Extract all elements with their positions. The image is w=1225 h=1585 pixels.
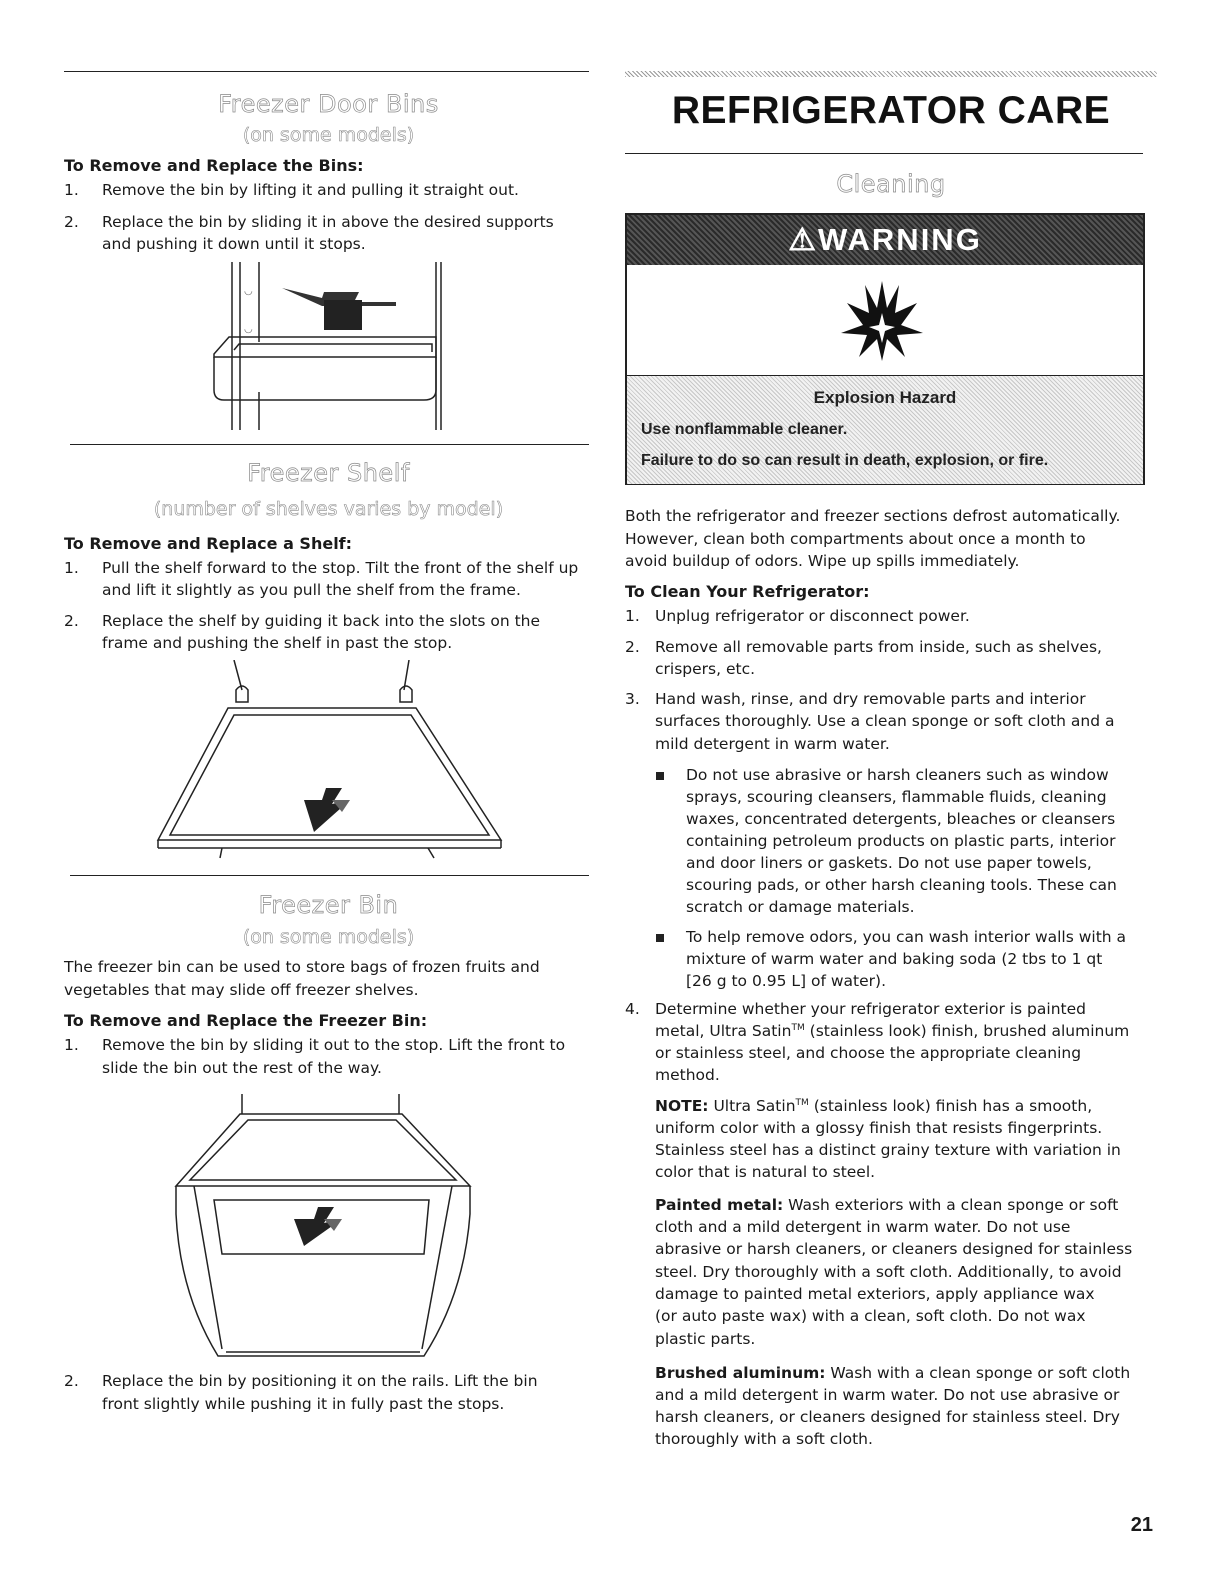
door-bin-illustration: [204, 262, 464, 432]
shelf-subtitle: (number of shelves varies by model): [153, 498, 504, 520]
step-number: 2.: [64, 213, 79, 231]
warning-body: [627, 375, 1143, 484]
shelf-illustration: [154, 660, 514, 865]
brushed-aluminum-text-part: Wash with a clean sponge or soft cloth: [825, 1364, 1131, 1382]
svg-text:◡: ◡: [244, 324, 253, 335]
step-number: 2.: [64, 612, 79, 630]
clean-heading: To Clean Your Refrigerator:: [625, 582, 870, 601]
bullet-text: containing petroleum products on plastic parts, interior: [686, 832, 1116, 850]
step-number: 1.: [64, 559, 79, 577]
bullet-icon: [656, 772, 664, 780]
painted-metal-label: Painted metal:: [655, 1196, 784, 1214]
warning-line: Use nonflammable cleaner.: [641, 421, 848, 438]
warning-word: WARNING: [817, 222, 982, 257]
step-text: or stainless steel, and choose the appropriate cleaning: [655, 1044, 1082, 1062]
brushed-aluminum-text: [655, 1362, 1130, 1385]
shelf-heading: To Remove and Replace a Shelf:: [64, 534, 353, 553]
warning-label: [627, 222, 1143, 258]
shelf-title: Freezer Shelf: [247, 459, 410, 487]
cleaning-intro: avoid buildup of odors. Wipe up spills immediately.: [625, 552, 1020, 570]
cleaning-intro: Both the refrigerator and freezer sections defrost automatically.: [625, 507, 1121, 525]
step-text: method.: [655, 1066, 720, 1084]
bullet-text: scouring pads, or other harsh cleaning tools. These can: [686, 876, 1117, 894]
section-divider: [64, 71, 589, 72]
note-text: Stainless steel has a distinct grainy texture with variation in: [655, 1141, 1121, 1159]
warning-box: [625, 213, 1145, 485]
bullet-text: sprays, scouring cleansers, flammable fluids, cleaning: [686, 788, 1107, 806]
note-text: uniform color with a glossy finish that resists fingerprints.: [655, 1119, 1103, 1137]
note-text-part: (stainless look) finish has a smooth,: [808, 1097, 1093, 1115]
bullet-text: waxes, concentrated detergents, bleaches or cleansers: [686, 810, 1116, 828]
svg-text:◡: ◡: [244, 286, 253, 297]
page-title: REFRIGERATOR CARE: [671, 89, 1111, 132]
door-bins-title: Freezer Door Bins: [218, 90, 439, 118]
step-text: front slightly while pushing it in fully past the stops.: [102, 1395, 505, 1413]
freezer-bin-intro: The freezer bin can be used to store bags of frozen fruits and: [64, 958, 540, 976]
brushed-aluminum-text: harsh cleaners, or cleaners designed for stainless steel. Dry: [655, 1408, 1120, 1426]
step-text: Remove all removable parts from inside, such as shelves,: [655, 638, 1102, 656]
step-number: 3.: [625, 690, 640, 708]
step-text: and lift it slightly as you pull the shelf from the frame.: [102, 581, 521, 599]
warning-line: Failure to do so can result in death, explosion, or fire.: [641, 452, 1049, 469]
step-text: and pushing it down until it stops.: [102, 235, 366, 253]
step-number: 1.: [625, 607, 640, 625]
step-text: Remove the bin by lifting it and pulling it straight out.: [102, 181, 519, 199]
step-text: Hand wash, rinse, and dry removable parts and interior: [655, 690, 1086, 708]
section-divider: [70, 444, 589, 445]
note-text: [655, 1095, 1092, 1118]
painted-metal-text-part: Wash exteriors with a clean sponge or soft: [783, 1196, 1119, 1214]
freezer-bin-title: Freezer Bin: [258, 891, 399, 919]
step-number: 2.: [625, 638, 640, 656]
cleaning-title: Cleaning: [836, 170, 946, 198]
door-bins-heading: To Remove and Replace the Bins:: [64, 156, 364, 175]
step-text: Replace the bin by sliding it in above the desired supports: [102, 213, 554, 231]
warning-triangle-icon: ⚠: [788, 222, 818, 257]
bullet-text: and door liners or gaskets. Do not use paper towels,: [686, 854, 1092, 872]
bullet-text: mixture of warm water and baking soda (2 tbs to 1 qt: [686, 950, 1103, 968]
step-text-part: metal, Ultra Satin: [655, 1022, 792, 1040]
step-text: Pull the shelf forward to the stop. Tilt the front of the shelf up: [102, 559, 579, 577]
painted-metal-text: steel. Dry thoroughly with a soft cloth. Additionally, to avoid: [655, 1263, 1122, 1281]
freezer-bin-subtitle: (on some models): [242, 926, 415, 948]
step-text: Determine whether your refrigerator exterior is painted: [655, 1000, 1086, 1018]
door-bins-subtitle: (on some models): [242, 124, 415, 146]
bullet-text: [26 g to 0.95 L] of water).: [686, 972, 887, 990]
step-text: crispers, etc.: [655, 660, 756, 678]
note-text-part: Ultra Satin: [708, 1097, 796, 1115]
step-number: 1.: [64, 1036, 79, 1054]
warning-header: [627, 215, 1143, 265]
step-number: 1.: [64, 181, 79, 199]
header-rule: [625, 71, 1157, 77]
cleaning-intro: However, clean both compartments about once a month to: [625, 530, 1086, 548]
step-text: slide the bin out the rest of the way.: [102, 1059, 382, 1077]
step-text: Replace the shelf by guiding it back into the slots on the: [102, 612, 541, 630]
step-text: Unplug refrigerator or disconnect power.: [655, 607, 970, 625]
step-text: surfaces thoroughly. Use a clean sponge or soft cloth and a: [655, 712, 1115, 730]
step-number: 2.: [64, 1372, 79, 1390]
freezer-bin-intro: vegetables that may slide off freezer shelves.: [64, 981, 419, 999]
step-text: [655, 1020, 1129, 1043]
trademark: TM: [791, 1022, 805, 1033]
step-number: 4.: [625, 1000, 640, 1018]
step-text-part: (stainless look) finish, brushed aluminum: [804, 1022, 1130, 1040]
section-divider: [625, 153, 1143, 154]
brushed-aluminum-label: Brushed aluminum:: [655, 1364, 826, 1382]
step-text: Replace the bin by positioning it on the rails. Lift the bin: [102, 1372, 538, 1390]
note-text: color that is natural to steel.: [655, 1163, 876, 1181]
section-divider: [70, 875, 589, 876]
painted-metal-text: damage to painted metal exteriors, apply appliance wax: [655, 1285, 1095, 1303]
note-label: NOTE:: [655, 1097, 709, 1115]
painted-metal-text: (or auto paste wax) with a clean, soft cloth. Do not wax: [655, 1307, 1086, 1325]
bullet-icon: [656, 934, 664, 942]
freezer-bin-illustration: [174, 1094, 494, 1364]
bullet-text: scratch or damage materials.: [686, 898, 915, 916]
step-text: Remove the bin by sliding it out to the stop. Lift the front to: [102, 1036, 566, 1054]
bullet-text: Do not use abrasive or harsh cleaners such as window: [686, 766, 1109, 784]
step-text: mild detergent in warm water.: [655, 735, 890, 753]
painted-metal-text: [655, 1194, 1118, 1217]
brushed-aluminum-text: and a mild detergent in warm water. Do not use abrasive or: [655, 1386, 1120, 1404]
painted-metal-text: abrasive or harsh cleaners, or cleaners designed for stainless: [655, 1240, 1133, 1258]
explosion-icon: [837, 273, 927, 363]
trademark: TM: [795, 1097, 809, 1108]
step-text: frame and pushing the shelf in past the stop.: [102, 634, 453, 652]
painted-metal-text: plastic parts.: [655, 1330, 756, 1348]
bullet-text: To help remove odors, you can wash interior walls with a: [686, 928, 1127, 946]
freezer-bin-heading: To Remove and Replace the Freezer Bin:: [64, 1011, 428, 1030]
page-number: 21: [1130, 1514, 1153, 1536]
brushed-aluminum-text: thoroughly with a soft cloth.: [655, 1430, 873, 1448]
warning-hazard: Explosion Hazard: [813, 388, 957, 407]
painted-metal-text: cloth and a mild detergent in warm water. Do not use: [655, 1218, 1071, 1236]
